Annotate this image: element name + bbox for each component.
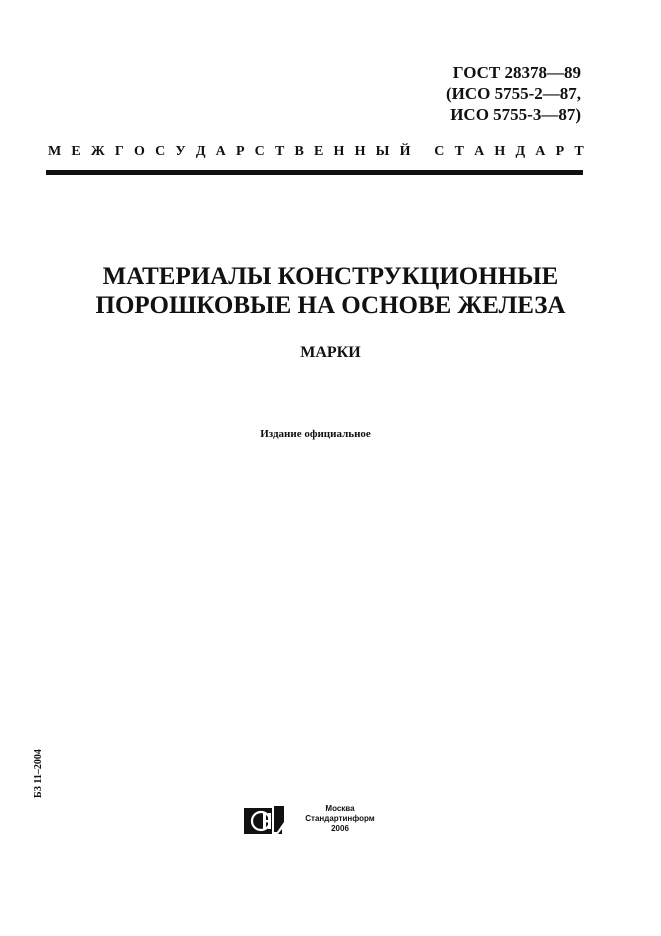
heading-letter: Й: [399, 144, 411, 159]
heading-letter: Д: [515, 144, 526, 159]
heading-letter: Т: [454, 144, 464, 159]
heading-letter: [421, 144, 425, 160]
heading-letter: Г: [114, 144, 124, 159]
interstate-standard-heading: [48, 144, 584, 160]
document-subtitle: МАРКИ: [300, 344, 361, 361]
iso-reference-2: ИСО 5755-3—87): [450, 105, 581, 124]
gost-number: ГОСТ 28378—89: [452, 63, 581, 82]
heading-letter: С: [155, 144, 166, 159]
title-line-2: ПОРОШКОВЫЕ НА ОСНОВЕ ЖЕЛЕЗА: [95, 292, 566, 319]
heading-letter: С: [254, 144, 265, 159]
edition-note: Издание официальное: [260, 428, 371, 440]
heading-letter: Е: [314, 144, 324, 159]
heading-letter: А: [215, 144, 226, 159]
heading-letter: Т: [274, 144, 285, 159]
heading-letter: Н: [333, 144, 345, 159]
standard-designation: [446, 62, 581, 125]
heading-letter: С: [434, 144, 445, 159]
document-title: [0, 262, 661, 320]
heading-letter: А: [474, 144, 485, 159]
publisher-year: 2006: [331, 824, 349, 833]
heading-letter: Е: [71, 144, 81, 159]
side-code: БЗ 11–2004: [33, 749, 44, 798]
heading-rule: [46, 170, 583, 175]
iso-reference-1: (ИСО 5755-2—87,: [445, 84, 581, 103]
heading-letter: А: [535, 144, 546, 159]
publisher-text: [292, 804, 388, 834]
heading-letter: У: [175, 144, 186, 159]
heading-letter: Ж: [90, 144, 105, 159]
heading-letter: О: [134, 144, 145, 159]
heading-letter: М: [48, 144, 62, 159]
heading-letter: Н: [494, 144, 506, 159]
heading-letter: Ы: [375, 144, 390, 159]
publisher-block: [244, 804, 394, 838]
heading-letter: Н: [354, 144, 366, 159]
publisher-name: Стандартинформ: [305, 814, 375, 823]
title-line-1: МАТЕРИАЛЫ КОНСТРУКЦИОННЫЕ: [102, 263, 559, 290]
heading-letter: Т: [574, 144, 584, 159]
heading-letter: В: [294, 144, 304, 159]
heading-letter: Р: [235, 144, 245, 159]
publisher-city: Москва: [325, 804, 355, 813]
heading-letter: Р: [555, 144, 565, 159]
standartinform-logo-icon: [244, 804, 286, 836]
heading-letter: Д: [195, 144, 206, 159]
